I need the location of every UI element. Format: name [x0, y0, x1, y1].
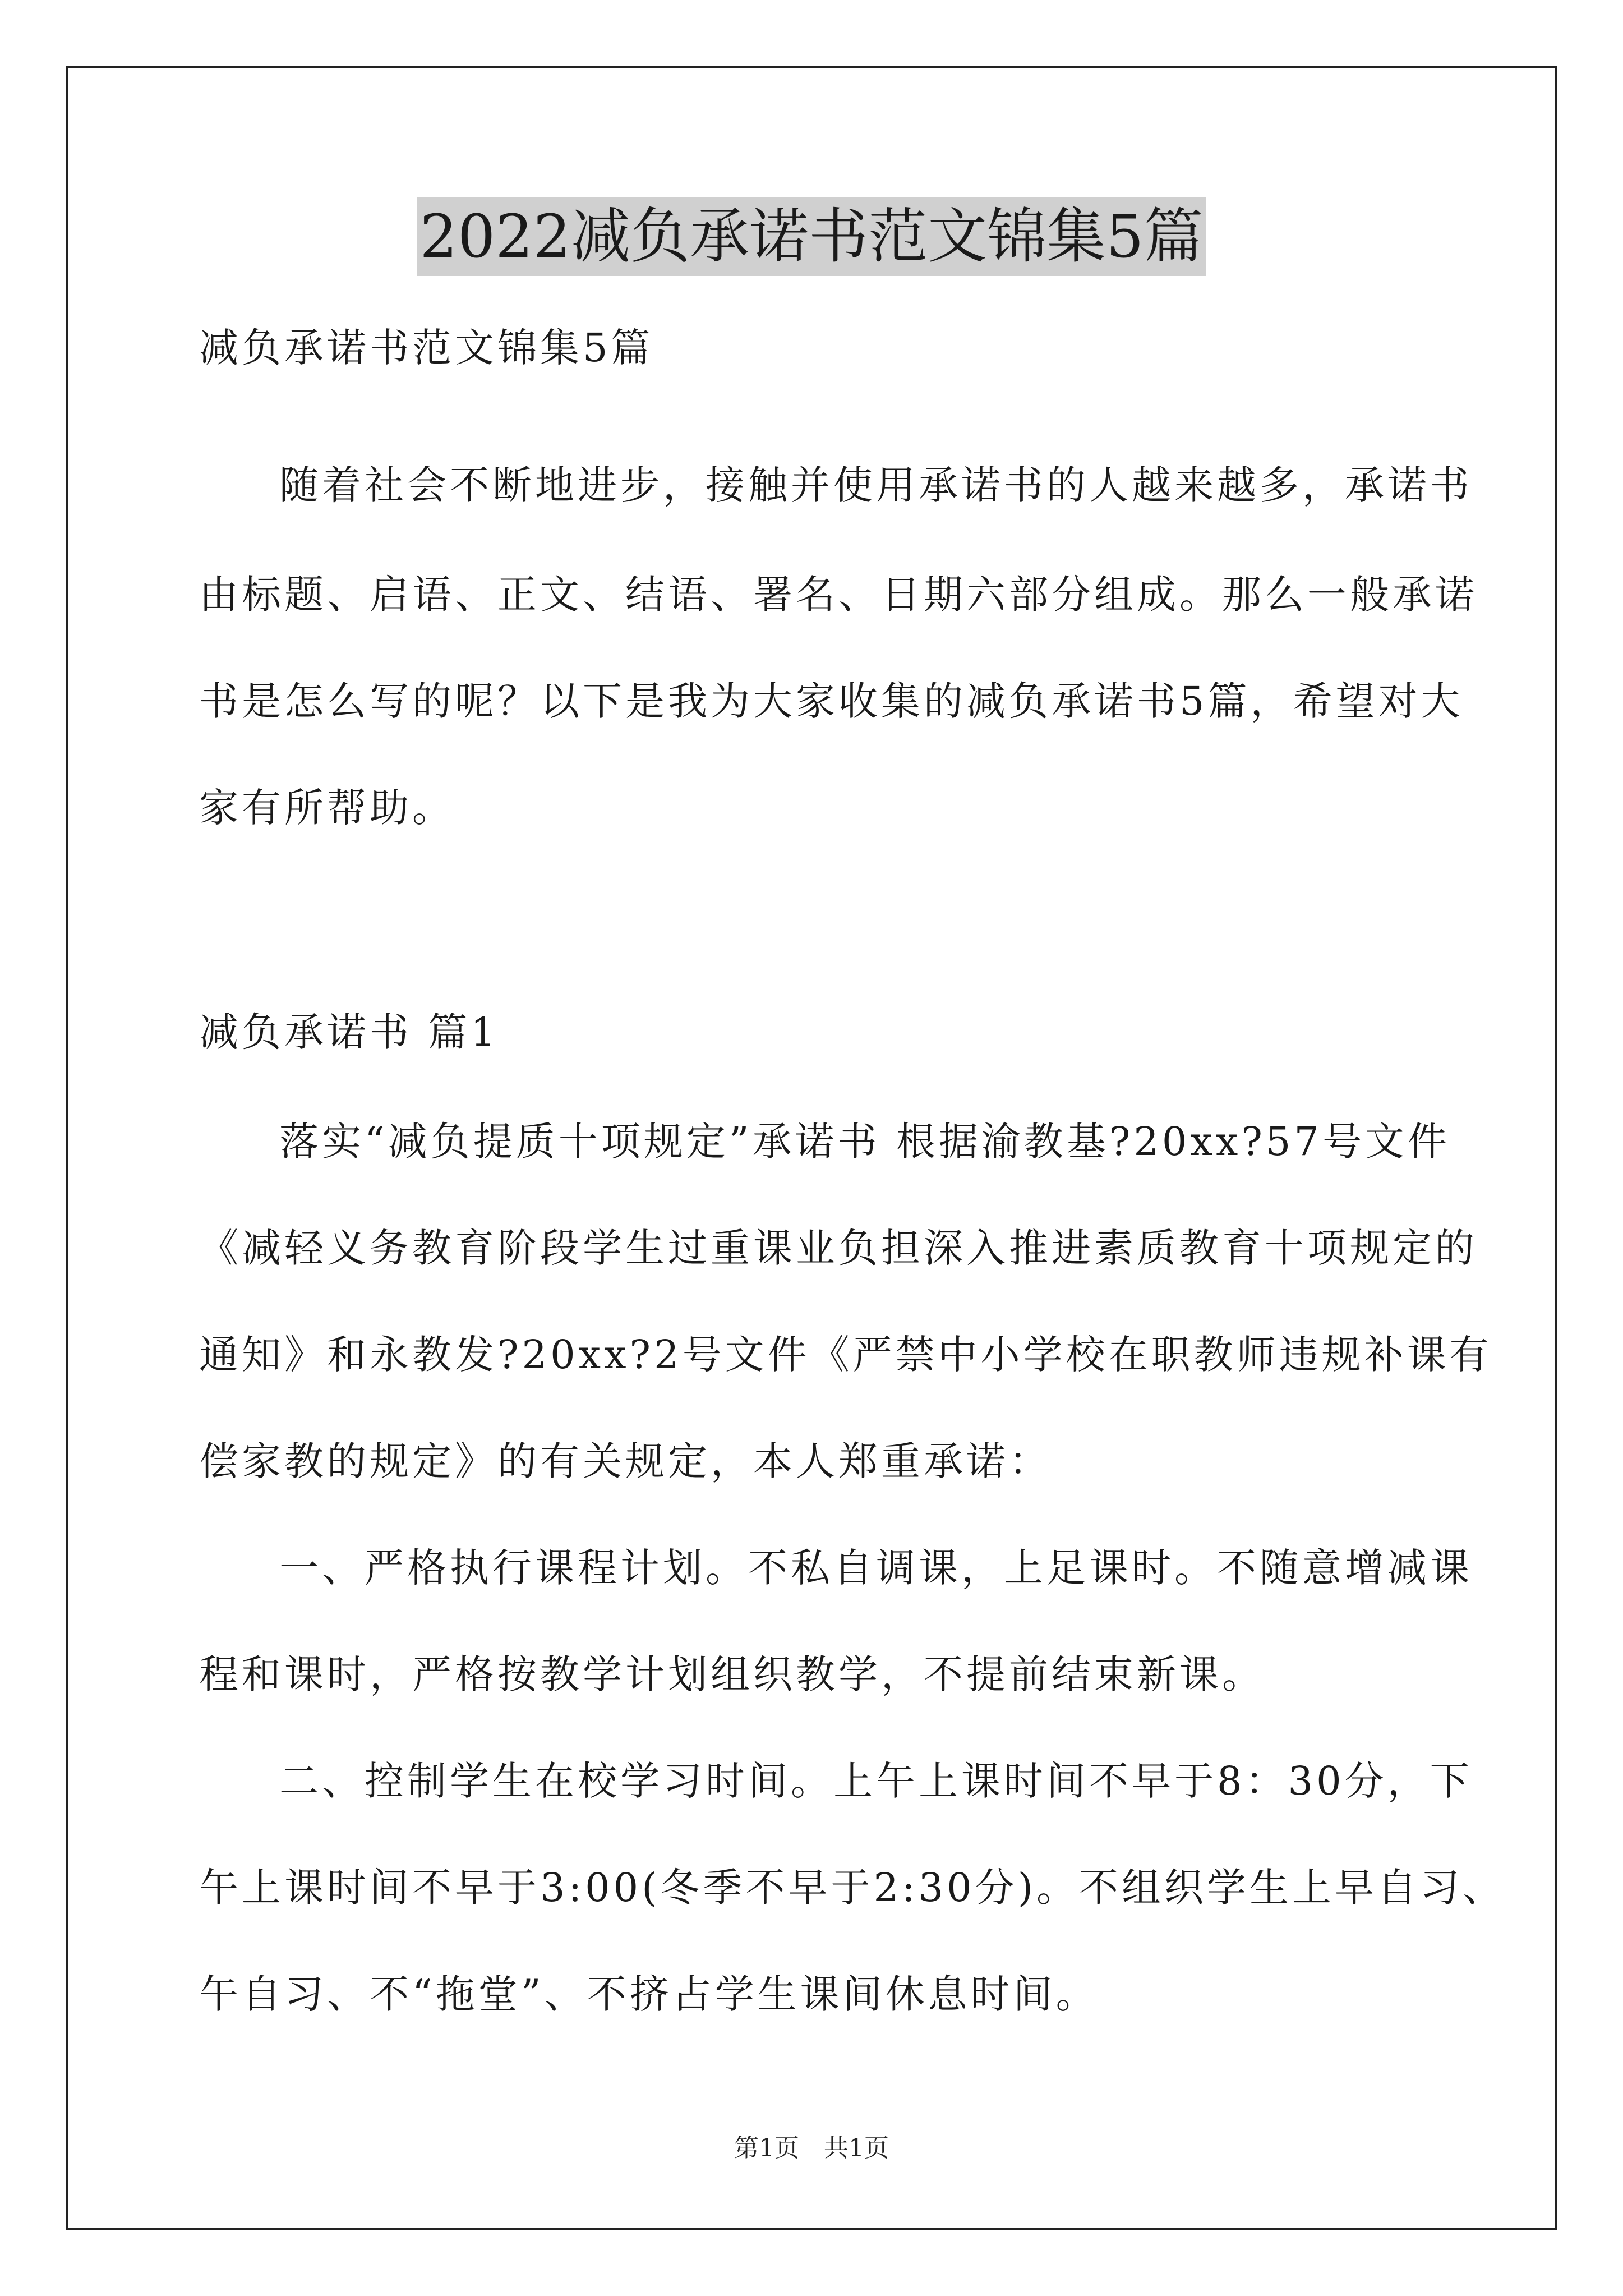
paragraph-line: 落实“减负提质十项规定”承诺书 根据渝教基?20xx?57号文件	[279, 1119, 1450, 1165]
page-footer: 第1页 共1页	[734, 2134, 889, 2162]
paragraph-line: 《减轻义务教育阶段学生过重课业负担深入推进素质教育十项规定的	[199, 1225, 1478, 1271]
intro-line: 家有所帮助。	[199, 785, 455, 831]
paragraph-line: 一、严格执行课程计划。不私自调课，上足课时。不随意增减课	[279, 1545, 1473, 1591]
document-title	[0, 197, 1623, 276]
paragraph-line: 午上课时间不早于3:00(冬季不早于2:30分)。不组织学生上早自习、	[199, 1865, 1506, 1911]
intro-line: 随着社会不断地进步，接触并使用承诺书的人越来越多，承诺书	[279, 462, 1473, 508]
document-title-text: 2022减负承诺书范文锦集5篇	[417, 197, 1205, 276]
paragraph-line: 二、控制学生在校学习时间。上午上课时间不早于8：30分，下	[279, 1758, 1473, 1804]
section-heading: 减负承诺书 篇1	[199, 1009, 499, 1055]
paragraph-line: 偿家教的规定》的有关规定，本人郑重承诺：	[199, 1438, 1052, 1484]
paragraph-line: 程和课时，严格按教学计划组织教学，不提前结束新课。	[199, 1651, 1265, 1697]
intro-line: 由标题、启语、正文、结语、署名、日期六部分组成。那么一般承诺	[199, 572, 1478, 618]
intro-line: 书是怎么写的呢？以下是我为大家收集的减负承诺书5篇，希望对大	[199, 678, 1464, 724]
document-subtitle: 减负承诺书范文锦集5篇	[199, 325, 654, 371]
paragraph-line: 通知》和永教发?20xx?2号文件《严禁中小学校在职教师违规补课有	[199, 1332, 1492, 1378]
paragraph-line: 午自习、不“拖堂”、不挤占学生课间休息时间。	[199, 1971, 1099, 2017]
